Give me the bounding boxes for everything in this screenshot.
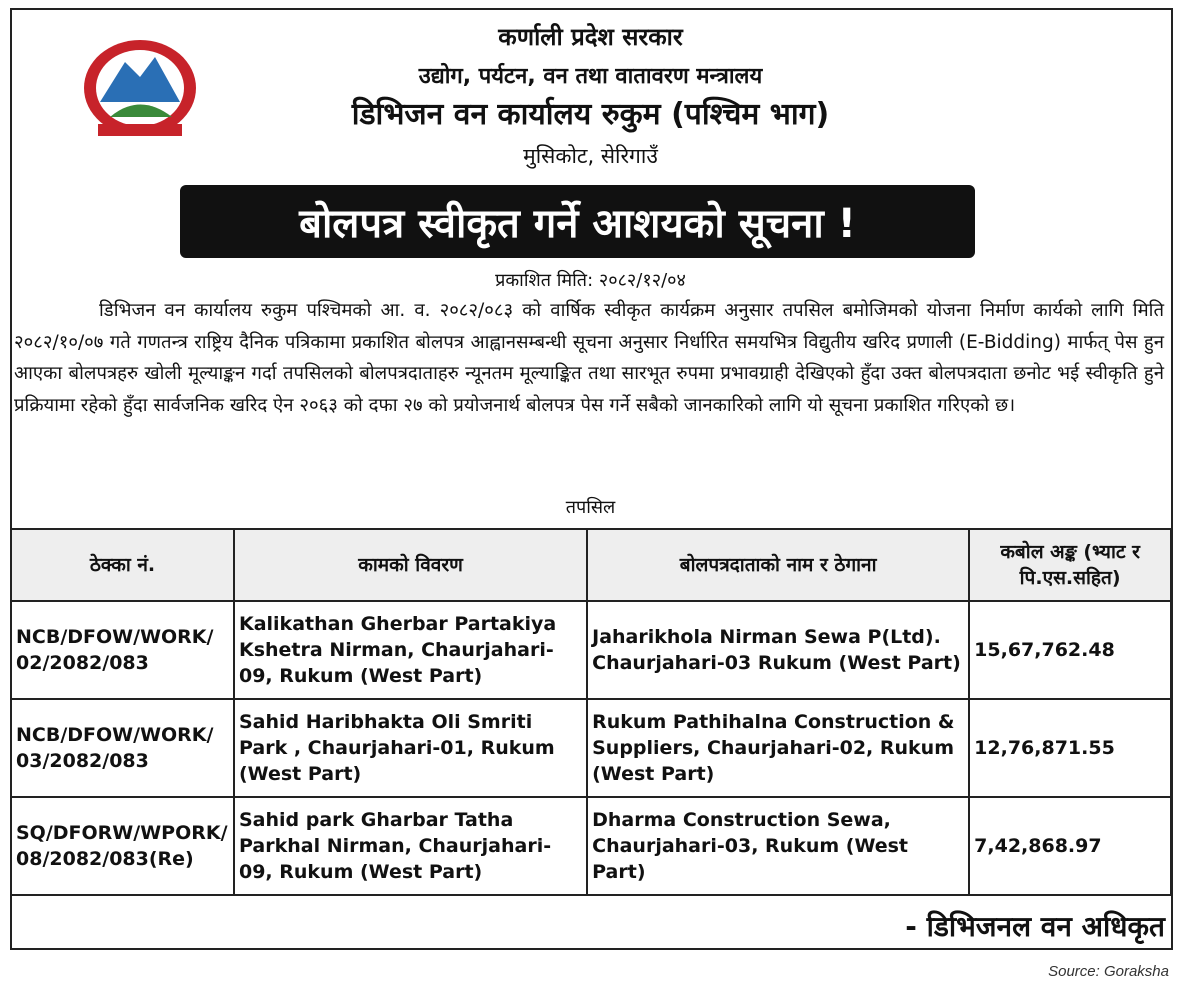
header-contract-no: ठेक्का नं. [11,529,234,601]
signature: - डिभिजनल वन अधिकृत [905,910,1165,943]
work-description: Kalikathan Gherbar Partakiya Kshetra Nirman, Chaurjahari-09, Rukum (West Part) [234,601,587,699]
header-bidder: बोलपत्रदाताको नाम र ठेगाना [587,529,969,601]
office-location: मुसिकोट, सेरिगाउँ [523,144,658,168]
bid-amount: 7,42,868.97 [969,797,1171,895]
table-row [11,601,1171,699]
notice-banner: बोलपत्र स्वीकृत गर्ने आशयको सूचना ! [180,185,975,258]
notice-body: डिभिजन वन कार्यालय रुकुम पश्चिमको आ. व. २०८२/०८३ को वार्षिक स्वीकृत कार्यक्रम अनुसार तपसिल बमोजिमको योजना निर्माण कार्यको लागि मिति २०८२/१०/०७ गते गणतन्त्र राष्ट्रिय दैनिक पत्रिकामा प्रकाशित बोलपत्र आह्वानसम्बन्धी सूचना अनुसार निर्धारित समयभित्र विद्युतीय खरिद प्रणाली (E-Bidding) मार्फत् पेस हुन आएका बोलपत्रहरु खोली मूल्याङ्कन गर्दा तपसिलको बोलपत्रदाताहरु न्यूनतम मूल्याङ्कित तथा सारभूत रुपमा प्रभावग्राही देखिएको हुँदा उक्त बोलपत्रदाता छनोट भई स्वीकृति हुने प्रक्रियामा रहेको हुँदा सार्वजनिक खरिद ऐन २०६३ को दफा २७ को प्रयोजनार्थ बोलपत्र पेस गर्ने सबैको जानकारिको लागि यो सूचना प्रकाशित गरिएको छ। [14,300,1164,416]
work-description: Sahid park Gharbar Tatha Parkhal Nirman, Chaurjahari-09, Rukum (West Part) [234,797,587,895]
bid-amount: 12,76,871.55 [969,699,1171,797]
province-title: कर्णाली प्रदेश सरकार [498,23,683,51]
bidder: Dharma Construction Sewa, Chaurjahari-03, Rukum (West Part) [587,797,969,895]
ministry-title: उद्योग, पर्यटन, वन तथा वातावरण मन्त्रालय [418,64,763,89]
office-title: डिभिजन वन कार्यालय रुकुम (पश्चिम भाग) [351,97,830,132]
table-header-row [11,529,1171,601]
schedule-label: तपसिल [565,497,616,518]
bidder: Jaharikhola Nirman Sewa P(Ltd). Chaurjahari-03 Rukum (West Part) [587,601,969,699]
table-row [11,699,1171,797]
header-bid-amount: कबोल अङ्क (भ्याट र पि.एस.सहित) [969,529,1171,601]
table-row [11,797,1171,895]
bidder: Rukum Pathihalna Construction & Suppliers, Chaurjahari-02, Rukum (West Part) [587,699,969,797]
header-work-description: कामको विवरण [234,529,587,601]
source-credit: Source: Goraksha [1048,963,1169,980]
bid-table [10,528,1172,896]
published-date: प्रकाशित मिति: २०८२/१२/०४ [495,270,686,291]
contract-no: NCB/DFOW/WORK/ 02/2082/083 [11,601,234,699]
bid-amount: 15,67,762.48 [969,601,1171,699]
contract-no: SQ/DFORW/WPORK/ 08/2082/083(Re) [11,797,234,895]
contract-no: NCB/DFOW/WORK/ 03/2082/083 [11,699,234,797]
work-description: Sahid Haribhakta Oli Smriti Park , Chaurjahari-01, Rukum (West Part) [234,699,587,797]
